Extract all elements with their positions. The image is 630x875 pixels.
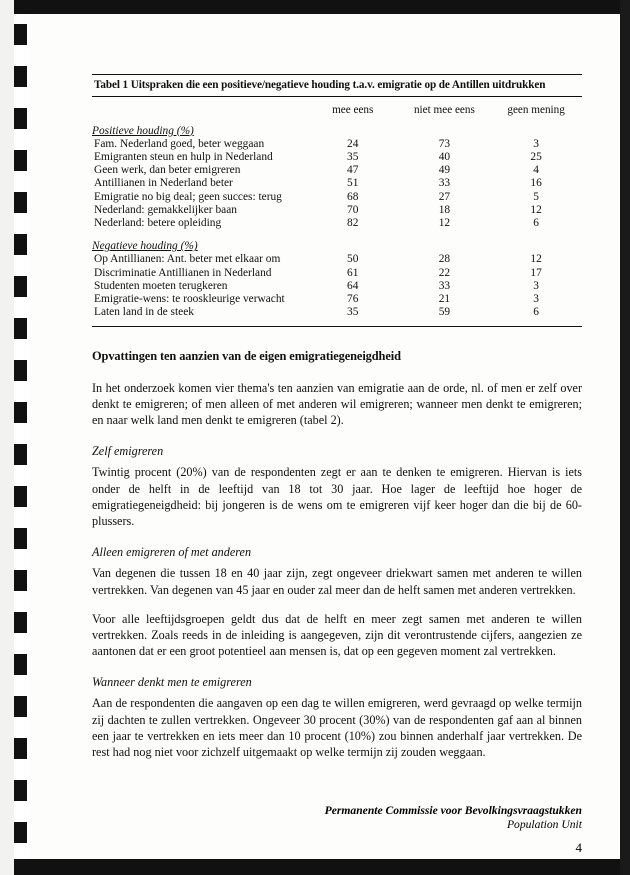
subsection-heading: Zelf emigreren xyxy=(92,444,164,459)
binder-hole xyxy=(14,66,27,87)
spacer-cell xyxy=(92,230,582,240)
table-group-heading: Negatieve houding (%) xyxy=(92,240,198,253)
binder-holes xyxy=(14,14,30,859)
table-row xyxy=(92,292,582,305)
binder-hole xyxy=(14,444,27,465)
table-col-label xyxy=(92,97,307,124)
document-sheet xyxy=(30,14,620,859)
table-cell-value: 40 xyxy=(438,150,451,163)
table-cell-value: 35 xyxy=(347,306,359,319)
table-cell-value: 35 xyxy=(347,150,359,163)
table-cell-value: 17 xyxy=(530,266,542,279)
table-cell-value: 3 xyxy=(533,293,539,306)
table-cell-value: 76 xyxy=(347,293,359,306)
body-paragraph: Van degenen die tussen 18 en 40 jaar zijn, zegt ongeveer driekwart samen met anderen te willen vertrekken. Van degenen van 45 jaar en ouder zal meer dan de helft samen met anderen vertrekken. xyxy=(92,566,582,597)
table-cell-value: 73 xyxy=(438,137,451,150)
binder-hole xyxy=(14,108,27,129)
page-number: 4 xyxy=(575,840,582,855)
table-header xyxy=(92,97,582,124)
table-cell-label: Op Antillianen: Ant. beter met elkaar om xyxy=(94,253,281,266)
table-cell-value: 33 xyxy=(438,279,451,292)
footer-organization: Permanente Commissie voor Bevolkingsvraagstukken xyxy=(324,804,582,817)
table-cell-value: 6 xyxy=(533,216,539,229)
attitudes-table xyxy=(92,97,582,319)
table-cell-label: Antillianen in Nederland beter xyxy=(94,177,233,190)
table-cell-value: 21 xyxy=(438,293,451,306)
table-cell-value: 6 xyxy=(533,306,539,319)
table-row xyxy=(92,266,582,279)
table-group-heading-row xyxy=(92,240,582,253)
table-cell-value: 12 xyxy=(530,253,542,266)
footer-unit: Population Unit xyxy=(506,818,582,831)
table-row xyxy=(92,137,582,150)
table-cell-value: 59 xyxy=(438,306,451,319)
table-cell-value: 51 xyxy=(347,177,359,190)
table-row xyxy=(92,164,582,177)
table-cell-label: Nederland: betere opleiding xyxy=(94,216,222,229)
table-row xyxy=(92,279,582,292)
table-cell-value: 22 xyxy=(438,266,451,279)
table-cell-value: 64 xyxy=(347,279,359,292)
table-col-noopinion: geen mening xyxy=(507,104,565,116)
scan-edge-bottom xyxy=(0,859,630,875)
section-blocks xyxy=(92,444,582,760)
binder-hole xyxy=(14,780,27,801)
table-cell-value: 82 xyxy=(347,216,359,229)
table-row xyxy=(92,253,582,266)
table-cell-label: Emigratie-wens: te rooskleurige verwacht xyxy=(94,293,285,306)
table-cell-value: 16 xyxy=(530,177,542,190)
body-paragraph: Voor alle leeftijdsgroepen geldt dus dat de helft en meer zegt samen met anderen te willen vertrekken. Zoals reeds in de inleiding is aangegeven, zijn dit verontrustende cijfers, aangezien ze aantonen dat er een groot potentieel aan mensen is, dat op een gegeven moment zal vertrekken. xyxy=(92,611,582,659)
table-cell-label: Emigranten steun en hulp in Nederland xyxy=(94,150,273,163)
table-cell-value: 61 xyxy=(347,266,359,279)
binder-hole xyxy=(14,150,27,171)
binder-hole xyxy=(14,486,27,507)
table-row xyxy=(92,177,582,190)
table-cell-value: 33 xyxy=(438,177,451,190)
binder-hole xyxy=(14,360,27,381)
table-cell-value: 4 xyxy=(533,164,539,177)
table-cell-value: 24 xyxy=(347,137,359,150)
document-content xyxy=(92,74,582,773)
subsection-heading: Alleen emigreren of met anderen xyxy=(92,545,252,560)
binder-hole xyxy=(14,276,27,297)
table-col-disagree: niet mee eens xyxy=(413,104,475,116)
scan-edge-top xyxy=(0,0,630,14)
table-row xyxy=(92,306,582,319)
table-cell-value: 3 xyxy=(533,279,539,292)
table-cell-value: 70 xyxy=(347,203,359,216)
table-cell-label: Nederland: gemakkelijker baan xyxy=(94,203,237,216)
table-cell-value: 68 xyxy=(347,190,359,203)
table-group-heading-row xyxy=(92,124,582,137)
table-cell-value: 3 xyxy=(533,137,539,150)
binder-hole xyxy=(14,822,27,843)
section-intro-paragraph: In het onderzoek komen vier thema's ten aanzien van emigratie aan de orde, nl. of men er zelf over denkt te emigreren; of men alleen of met anderen wil emigreren; wanneer men denkt te emigreren; en naar welk land men denkt te emigreren (tabel 2). xyxy=(92,380,582,428)
table-group-heading: Positieve houding (%) xyxy=(92,124,194,137)
subsection-heading: Wanneer denkt men te emigreren xyxy=(92,675,252,690)
table-cell-value: 49 xyxy=(438,164,451,177)
scan-edge-left xyxy=(0,0,14,875)
table-body xyxy=(92,124,582,319)
table-cell-value: 18 xyxy=(438,203,451,216)
table-cell-value: 5 xyxy=(533,190,539,203)
table-cell-label: Emigratie no big deal; geen succes: terug xyxy=(94,190,282,203)
table-row xyxy=(92,190,582,203)
binder-hole xyxy=(14,654,27,675)
binder-hole xyxy=(14,612,27,633)
binder-hole xyxy=(14,318,27,339)
section-heading: Opvattingen ten aanzien van de eigen emigratiegeneigdheid xyxy=(92,348,401,363)
binder-hole xyxy=(14,402,27,423)
table-cell-value: 27 xyxy=(438,190,451,203)
table-row xyxy=(92,150,582,163)
table-bottom-rule xyxy=(92,326,582,327)
table-cell-value: 50 xyxy=(347,253,359,266)
table-cell-label: Laten land in de steek xyxy=(94,306,194,319)
binder-hole xyxy=(14,570,27,591)
binder-hole xyxy=(14,738,27,759)
table-cell-label: Fam. Nederland goed, beter weggaan xyxy=(94,137,265,150)
table-cell-value: 25 xyxy=(530,150,542,163)
table-cell-label: Studenten moeten terugkeren xyxy=(94,279,228,292)
scan-edge-right xyxy=(620,0,630,875)
table-caption: Tabel 1 Uitspraken die een positieve/negatieve houding t.a.v. emigratie op de Antillen uitdrukken xyxy=(94,79,546,91)
table-cell-label: Geen werk, dan beter emigreren xyxy=(94,164,241,177)
table-cell-value: 12 xyxy=(438,216,451,229)
binder-hole xyxy=(14,234,27,255)
table-cell-value: 28 xyxy=(438,253,451,266)
table-row xyxy=(92,216,582,229)
table-row xyxy=(92,203,582,216)
binder-hole xyxy=(14,192,27,213)
table-group-spacer xyxy=(92,230,582,240)
table-cell-label: Discriminatie Antillianen in Nederland xyxy=(94,266,272,279)
page-footer xyxy=(92,804,582,855)
table-col-agree: mee eens xyxy=(332,104,374,116)
binder-hole xyxy=(14,696,27,717)
binder-hole xyxy=(14,528,27,549)
body-paragraph: Twintig procent (20%) van de respondenten zegt er aan te denken te emigreren. Hiervan is iets onder de helft in de leeftijd van 18 tot 30 jaar. Hoe lager de leeftijd hoe hoger de emigratiegeneigdheid: bij jongeren is de wens om te emigreren vijf keer hoger dan die bij de 60-plussers. xyxy=(92,465,582,529)
table-header-row xyxy=(92,97,582,124)
binder-hole xyxy=(14,24,27,45)
table-cell-value: 47 xyxy=(347,164,359,177)
table-cell-value: 12 xyxy=(530,203,542,216)
body-paragraph: Aan de respondenten die aangaven op een dag te willen emigreren, werd gevraagd op welke termijn zij dachten te zullen vertrekken. Ongeveer 30 procent (30%) van de respondenten gaf aan al binnen een jaar te vertrekken en iets meer dan 10 procent (10%) zou binnen anderhalf jaar vertrekken. De rest had nog niet voor zichzelf uitgemaakt op welke termijn zij zouden weggaan. xyxy=(92,696,582,760)
